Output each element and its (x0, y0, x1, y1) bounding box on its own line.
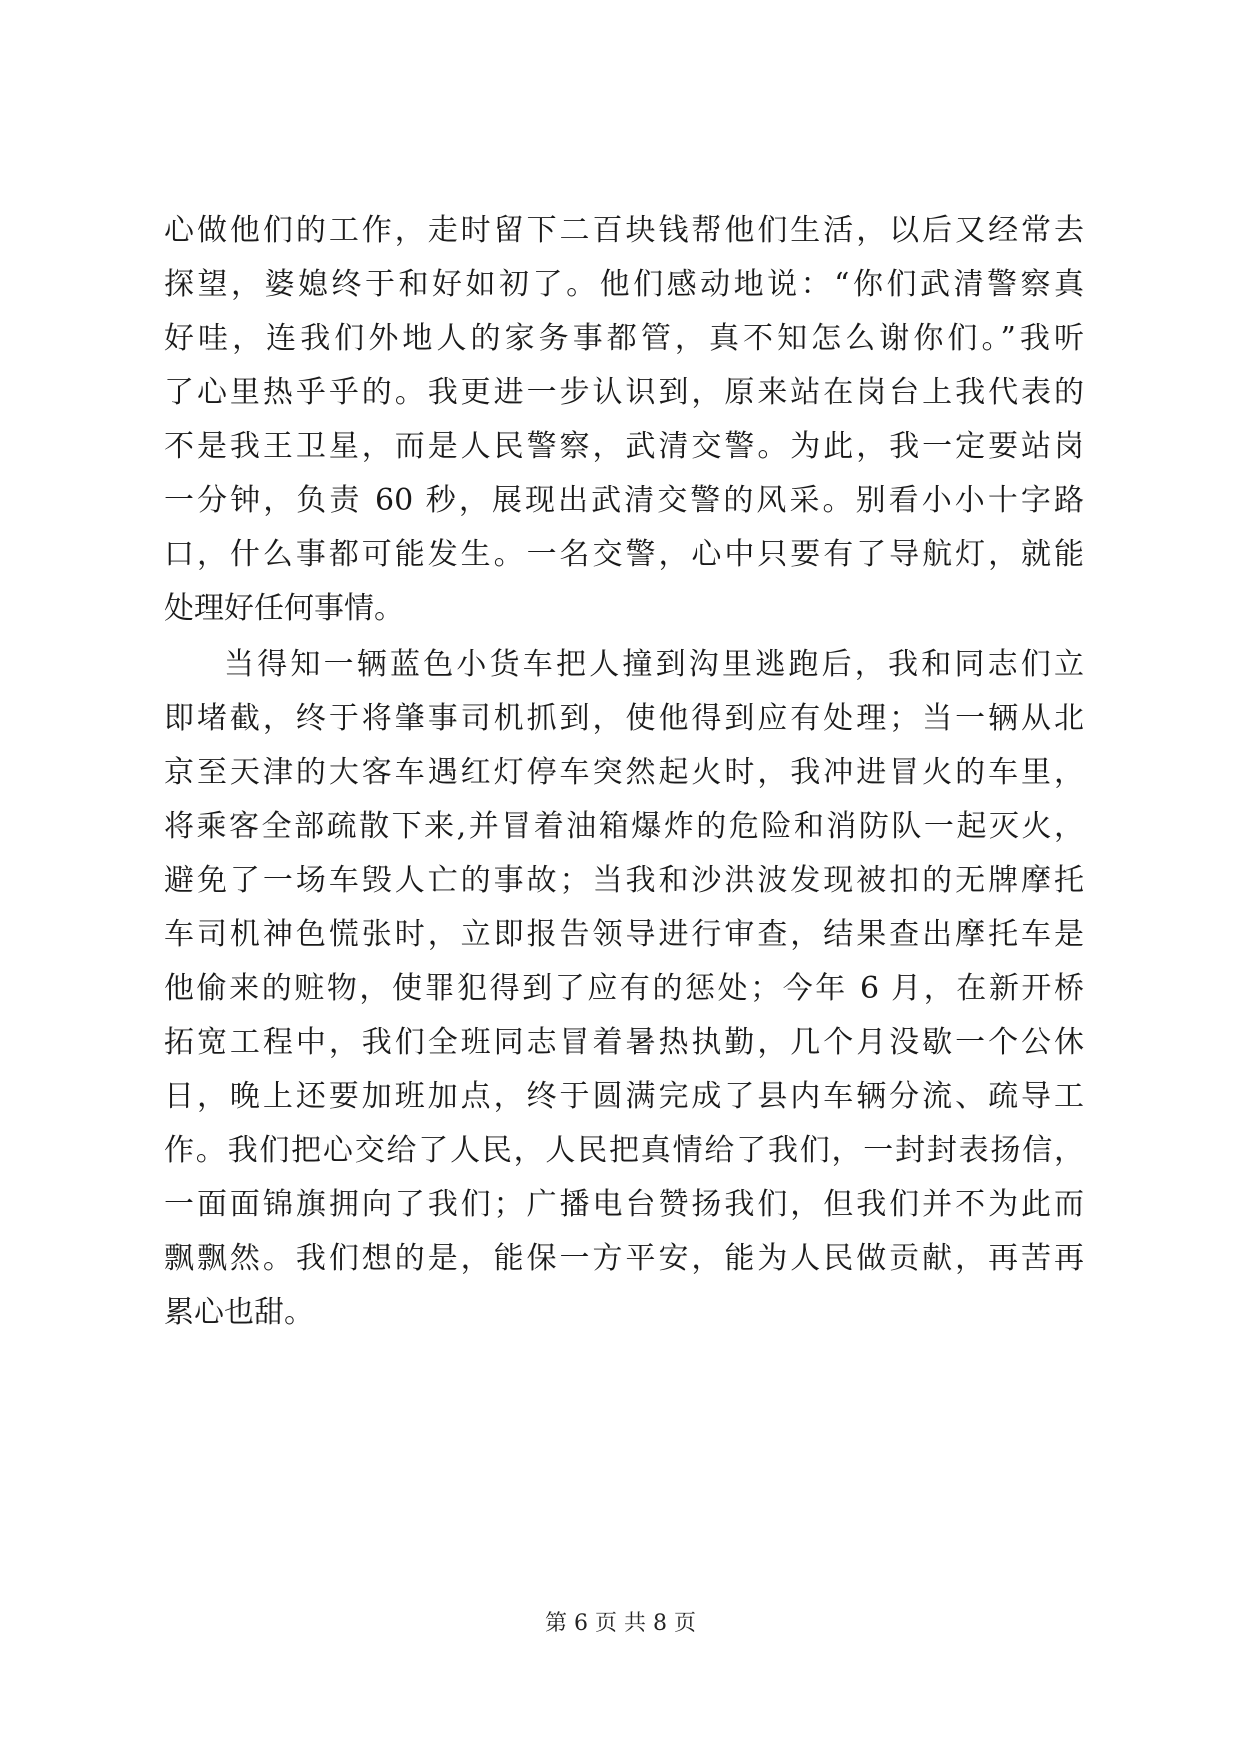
paragraph-line: 京至天津的大客车遇红灯停车突然起火时，我冲进冒火的车里， (164, 755, 1084, 790)
paragraph-line: 避免了一场车毁人亡的事故；当我和沙洪波发现被扣的无牌摩托 (164, 863, 1084, 898)
paragraph-line: 他偷来的赃物，使罪犯得到了应有的惩处；今年 6 月，在新开桥 (164, 971, 1084, 1006)
paragraph-line: 将乘客全部疏散下来,并冒着油箱爆炸的危险和消防队一起灭火， (164, 809, 1084, 844)
paragraph-line: 探望，婆媳终于和好如初了。他们感动地说：“你们武清警察真 (164, 267, 1084, 302)
paragraph-line: 拓宽工程中，我们全班同志冒着暑热执勤，几个月没歇一个公休 (164, 1025, 1084, 1060)
paragraph-line: 车司机神色慌张时，立即报告领导进行审查，结果查出摩托车是 (164, 917, 1084, 952)
paragraph-line: 一分钟，负责 60 秒，展现出武清交警的风采。别看小小十字路 (164, 483, 1084, 518)
paragraph-line: 处理好任何事情。 (164, 591, 404, 626)
paragraph-line: 心做他们的工作，走时留下二百块钱帮他们生活，以后又经常去 (164, 213, 1084, 248)
paragraph-line: 日，晚上还要加班加点，终于圆满完成了县内车辆分流、疏导工 (164, 1079, 1084, 1114)
paragraph-line: 一面面锦旗拥向了我们；广播电台赞扬我们，但我们并不为此而 (164, 1187, 1084, 1222)
paragraph-line: 作。我们把心交给了人民，人民把真情给了我们，一封封表扬信， (164, 1133, 1084, 1168)
paragraph-line: 了心里热乎乎的。我更进一步认识到，原来站在岗台上我代表的 (164, 375, 1084, 410)
paragraph-line: 当得知一辆蓝色小货车把人撞到沟里逃跑后，我和同志们立 (224, 647, 1084, 682)
paragraph-line: 好哇，连我们外地人的家务事都管，真不知怎么谢你们。”我听 (164, 321, 1084, 356)
paragraph-line: 累心也甜。 (164, 1295, 314, 1330)
paragraph-line: 飘飘然。我们想的是，能保一方平安，能为人民做贡献，再苦再 (164, 1241, 1084, 1276)
paragraph-line: 即堵截，终于将肇事司机抓到，使他得到应有处理；当一辆从北 (164, 701, 1084, 736)
paragraph-line: 不是我王卫星，而是人民警察，武清交警。为此，我一定要站岗 (164, 429, 1084, 464)
paragraph-line: 口，什么事都可能发生。一名交警，心中只要有了导航灯，就能 (164, 537, 1084, 572)
page-number-footer: 第 6 页 共 8 页 (545, 1611, 696, 1636)
